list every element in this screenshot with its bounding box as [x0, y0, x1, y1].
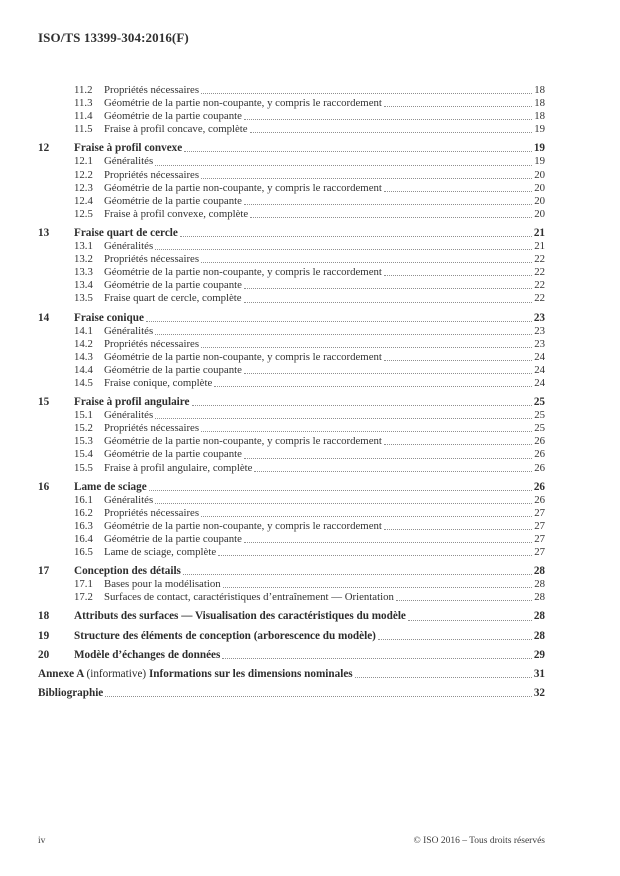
toc-entry-number: 11.3 — [74, 97, 93, 110]
toc-entry-title: Attributs des surfaces — Visualisation des caractéristiques du modèle — [74, 610, 406, 623]
toc-entry-page: 27 — [534, 533, 545, 545]
toc-entry[interactable] — [38, 507, 545, 520]
toc-entry[interactable] — [38, 253, 545, 266]
toc-entry-title: Géométrie de la partie coupante — [104, 279, 242, 292]
toc-entry[interactable] — [38, 110, 545, 123]
toc-entry-number: 12 — [38, 142, 50, 155]
toc-entry-page: 20 — [534, 168, 545, 181]
toc-entry[interactable] — [38, 169, 545, 182]
toc-entry-number: 18 — [38, 610, 50, 623]
toc-entry-title: Propriétés nécessaires — [104, 337, 200, 350]
toc-entry-number: 13.1 — [74, 240, 93, 253]
toc-entry[interactable] — [38, 668, 545, 681]
toc-entry-number: 20 — [38, 648, 50, 661]
toc-entry-page: 24 — [534, 363, 545, 376]
toc-entry-title: Propriétés nécessaires — [104, 168, 200, 181]
toc-entry-title-bold: Annexe A — [38, 667, 87, 680]
toc-entry-number: 11.5 — [74, 123, 93, 136]
toc-entry-page: 29 — [533, 648, 545, 661]
page-header — [38, 30, 545, 46]
toc-entry[interactable] — [38, 396, 545, 409]
toc-entry-title: Généralités — [104, 493, 154, 506]
toc-entry-page: 18 — [534, 84, 545, 96]
toc-entry[interactable] — [38, 208, 545, 221]
dot-leader — [384, 529, 532, 530]
toc-entry-title: Lame de sciage, complète — [104, 546, 217, 559]
toc-entry-page: 32 — [533, 686, 545, 699]
toc-entry[interactable] — [38, 240, 545, 253]
toc-entry[interactable] — [38, 533, 545, 546]
toc-entry[interactable] — [38, 377, 545, 390]
toc-entry-number: 14.2 — [74, 337, 93, 350]
toc-entry[interactable] — [38, 123, 545, 136]
toc-entry-title: Propriétés nécessaires — [104, 422, 200, 435]
toc-entry-page: 26 — [534, 461, 545, 474]
toc-entry-page: 26 — [534, 448, 545, 461]
toc-entry-title: Fraise à profil angulaire, complète — [104, 461, 253, 474]
toc-entry[interactable] — [38, 155, 545, 168]
toc-entry-page: 28 — [533, 565, 545, 578]
toc-entry-title: Géométrie de la partie coupante — [104, 194, 242, 207]
toc-entry[interactable] — [38, 494, 545, 507]
toc-entry[interactable] — [38, 279, 545, 292]
toc-entry-number: 14.1 — [74, 324, 93, 337]
toc-entry-title: Modèle d’échanges de données — [74, 648, 221, 661]
dot-leader — [214, 386, 532, 387]
dot-leader — [244, 119, 532, 120]
page-footer — [38, 836, 545, 846]
dot-leader — [201, 93, 532, 94]
toc-entry-number: 16.4 — [74, 533, 93, 545]
toc-entry-title: Géométrie de la partie non-coupante, y compris le raccordement — [104, 181, 382, 194]
toc-entry-title: Géométrie de la partie non-coupante, y compris le raccordement — [104, 266, 382, 279]
toc-entry-number: 17.1 — [74, 578, 93, 591]
dot-leader — [244, 204, 532, 205]
dot-leader — [201, 516, 532, 517]
dot-leader — [396, 600, 532, 601]
toc-entry-number: 12.1 — [74, 155, 93, 168]
toc-entry-number: 16.1 — [74, 493, 93, 506]
toc-entry-title-bold: Informations sur les dimensions nominales — [148, 667, 353, 680]
toc-entry-number: 16.2 — [74, 506, 93, 519]
toc-entry[interactable] — [38, 84, 545, 97]
toc-entry[interactable] — [38, 97, 545, 110]
toc-entry-title: Généralités — [104, 240, 154, 253]
toc-entry-page: 24 — [534, 376, 545, 389]
toc-entry-number: 12.4 — [74, 194, 93, 207]
toc-entry-title: Propriétés nécessaires — [104, 84, 200, 96]
page-number: iv — [38, 836, 46, 846]
toc-entry-number: 15 — [38, 396, 50, 409]
dot-leader — [201, 431, 532, 432]
dot-leader — [384, 275, 532, 276]
toc-entry[interactable] — [38, 182, 545, 195]
dot-leader — [244, 542, 532, 543]
toc-entry[interactable] — [38, 610, 545, 623]
toc-entry-title: Géométrie de la partie non-coupante, y compris le raccordement — [104, 519, 382, 532]
toc-entry-title: Propriétés nécessaires — [104, 506, 200, 519]
toc-entry-title: Généralités — [104, 409, 154, 422]
toc-entry-number: 17 — [38, 565, 50, 578]
toc-entry-number: 13.3 — [74, 266, 93, 279]
toc-entry[interactable] — [38, 142, 545, 155]
toc-entry-title: Géométrie de la partie non-coupante, y compris le raccordement — [104, 435, 382, 448]
toc-entry-page: 22 — [534, 266, 545, 279]
toc-entry-page: 31 — [533, 667, 545, 680]
dot-leader — [250, 217, 532, 218]
toc-entry[interactable] — [38, 227, 545, 240]
toc-entry-number: 14.5 — [74, 376, 93, 389]
dot-leader — [244, 373, 532, 374]
toc-entry-number: 13.2 — [74, 253, 93, 266]
toc-entry-number: 12.3 — [74, 181, 93, 194]
toc-entry-page: 21 — [534, 240, 545, 253]
toc-entry[interactable] — [38, 312, 545, 325]
dot-leader — [146, 321, 532, 322]
toc-entry-page: 26 — [533, 480, 545, 493]
toc-entry-page: 19 — [533, 142, 545, 155]
toc-entry-title: Généralités — [104, 324, 154, 337]
toc-entry-title: Bases pour la modélisation — [104, 578, 221, 591]
toc-entry-page: 22 — [534, 279, 545, 292]
toc-entry-number: 16.5 — [74, 546, 93, 559]
toc-entry-title: Fraise à profil convexe — [74, 142, 183, 155]
toc-entry-title: Géométrie de la partie non-coupante, y compris le raccordement — [104, 350, 382, 363]
dot-leader — [378, 639, 532, 640]
toc-entry-page: 26 — [534, 435, 545, 448]
toc-entry-page: 21 — [533, 226, 545, 239]
toc-entry[interactable] — [38, 578, 545, 591]
toc-entry-page: 27 — [534, 519, 545, 532]
toc-entry[interactable] — [38, 591, 545, 604]
toc-entry-title: Fraise quart de cercle — [74, 226, 178, 239]
dot-leader — [155, 249, 532, 250]
toc-entry-page: 20 — [534, 194, 545, 207]
toc-entry-number: 15.5 — [74, 461, 93, 474]
toc-entry-page: 28 — [534, 578, 545, 591]
toc-entry-number: 15.4 — [74, 448, 93, 461]
toc-entry-page: 23 — [533, 311, 545, 324]
toc-entry-page: 22 — [534, 253, 545, 266]
toc-entry-title: Lame de sciage — [74, 480, 147, 493]
toc-entry[interactable] — [38, 687, 545, 700]
toc-entry-title — [38, 668, 353, 681]
toc-entry-page: 25 — [534, 422, 545, 435]
toc-entry-page: 24 — [534, 350, 545, 363]
toc-entry-title: Surfaces de contact, caractéristiques d’entraînement — Orientation — [104, 591, 394, 604]
dot-leader — [408, 620, 532, 621]
toc-entry-title: Géométrie de la partie coupante — [104, 363, 242, 376]
dot-leader — [184, 151, 532, 152]
toc-entry-page: 19 — [534, 123, 545, 136]
dot-leader — [223, 587, 533, 588]
toc-entry[interactable] — [38, 292, 545, 305]
copyright-notice: © ISO 2016 – Tous droits réservés — [413, 836, 545, 846]
dot-leader — [183, 574, 532, 575]
toc-entry-page: 25 — [534, 409, 545, 422]
toc-entry-page: 19 — [534, 155, 545, 168]
toc-entry-number: 19 — [38, 629, 50, 642]
toc-entry-number: 15.2 — [74, 422, 93, 435]
toc-entry[interactable] — [38, 338, 545, 351]
toc-entry-page: 28 — [534, 591, 545, 604]
toc-entry-title: Généralités — [104, 155, 154, 168]
dot-leader — [155, 165, 532, 166]
toc-entry-title: Fraise conique — [74, 311, 144, 324]
toc-entry-title: Géométrie de la partie coupante — [104, 533, 242, 545]
dot-leader — [201, 262, 532, 263]
toc-entry-number: 16.3 — [74, 519, 93, 532]
toc-entry-title: Fraise à profil angulaire — [74, 396, 190, 409]
toc-entry[interactable] — [38, 325, 545, 338]
toc-entry-number: 13 — [38, 226, 50, 239]
dot-leader — [244, 288, 532, 289]
toc-entry-number: 13.4 — [74, 279, 93, 292]
toc-entry-number: 13.5 — [74, 292, 93, 305]
toc-entry-title: Géométrie de la partie coupante — [104, 110, 242, 123]
toc-entry[interactable] — [38, 364, 545, 377]
toc-entry-title: Fraise à profil convexe, complète — [104, 207, 249, 220]
dot-leader — [384, 444, 532, 445]
toc-entry-page: 23 — [534, 324, 545, 337]
toc-entry-number: 16 — [38, 480, 50, 493]
dot-leader — [222, 658, 531, 659]
toc-entry-page: 25 — [533, 396, 545, 409]
toc-entry-number: 15.1 — [74, 409, 93, 422]
toc-entry[interactable] — [38, 462, 545, 475]
dot-leader — [250, 132, 533, 133]
toc-entry[interactable] — [38, 520, 545, 533]
dot-leader — [254, 471, 532, 472]
table-of-contents — [38, 84, 545, 700]
toc-entry-page: 18 — [534, 110, 545, 123]
toc-entry-page: 26 — [534, 493, 545, 506]
toc-entry[interactable] — [38, 448, 545, 461]
dot-leader — [155, 503, 532, 504]
toc-entry[interactable] — [38, 351, 545, 364]
dot-leader — [192, 405, 532, 406]
dot-leader — [149, 490, 532, 491]
dot-leader — [155, 418, 532, 419]
toc-entry[interactable] — [38, 546, 545, 559]
dot-leader — [201, 347, 532, 348]
dot-leader — [201, 178, 532, 179]
dot-leader — [218, 555, 532, 556]
toc-entry-page: 27 — [534, 506, 545, 519]
toc-entry[interactable] — [38, 422, 545, 435]
toc-entry-number: 14 — [38, 311, 50, 324]
dot-leader — [244, 302, 533, 303]
toc-entry-number: 17.2 — [74, 591, 93, 604]
toc-entry-title: Fraise à profil concave, complète — [104, 123, 248, 136]
toc-entry-page: 20 — [534, 207, 545, 220]
toc-entry-number: 15.3 — [74, 435, 93, 448]
toc-entry-title: Géométrie de la partie non-coupante, y compris le raccordement — [104, 97, 382, 110]
dot-leader — [244, 458, 532, 459]
dot-leader — [384, 191, 532, 192]
toc-entry-number: 11.2 — [74, 84, 93, 96]
toc-entry-page: 20 — [534, 181, 545, 194]
toc-entry[interactable] — [38, 195, 545, 208]
toc-entry-number: 12.5 — [74, 207, 93, 220]
toc-entry-page: 23 — [534, 337, 545, 350]
toc-entry-title: Bibliographie — [38, 686, 104, 699]
toc-entry-page: 18 — [534, 97, 545, 110]
toc-entry-page: 28 — [533, 629, 545, 642]
toc-entry-number: 14.3 — [74, 350, 93, 363]
dot-leader — [355, 677, 532, 678]
dot-leader — [180, 236, 532, 237]
toc-entry-number: 12.2 — [74, 168, 93, 181]
toc-entry[interactable] — [38, 409, 545, 422]
toc-entry[interactable] — [38, 649, 545, 662]
toc-entry-title: Conception des détails — [74, 565, 181, 578]
toc-entry-page: 22 — [534, 292, 545, 305]
toc-entry[interactable] — [38, 481, 545, 494]
toc-entry-number: 11.4 — [74, 110, 93, 123]
toc-entry[interactable] — [38, 565, 545, 578]
dot-leader — [105, 696, 532, 697]
toc-entry-title: Fraise quart de cercle, complète — [104, 292, 242, 305]
toc-entry-title: Propriétés nécessaires — [104, 253, 200, 266]
toc-entry[interactable] — [38, 435, 545, 448]
toc-entry-title-normal: (informative) — [86, 667, 149, 680]
toc-entry-title: Structure des éléments de conception (arborescence du modèle) — [74, 629, 376, 642]
dot-leader — [155, 334, 532, 335]
document-id: ISO/TS 13399-304:2016(F) — [38, 30, 189, 45]
dot-leader — [384, 106, 532, 107]
toc-entry-page: 27 — [534, 546, 545, 559]
toc-entry-page: 28 — [533, 610, 545, 623]
toc-entry[interactable] — [38, 630, 545, 643]
toc-entry-number: 14.4 — [74, 363, 93, 376]
toc-entry[interactable] — [38, 266, 545, 279]
dot-leader — [384, 360, 532, 361]
toc-entry-title: Fraise conique, complète — [104, 376, 213, 389]
toc-entry-title: Géométrie de la partie coupante — [104, 448, 242, 461]
